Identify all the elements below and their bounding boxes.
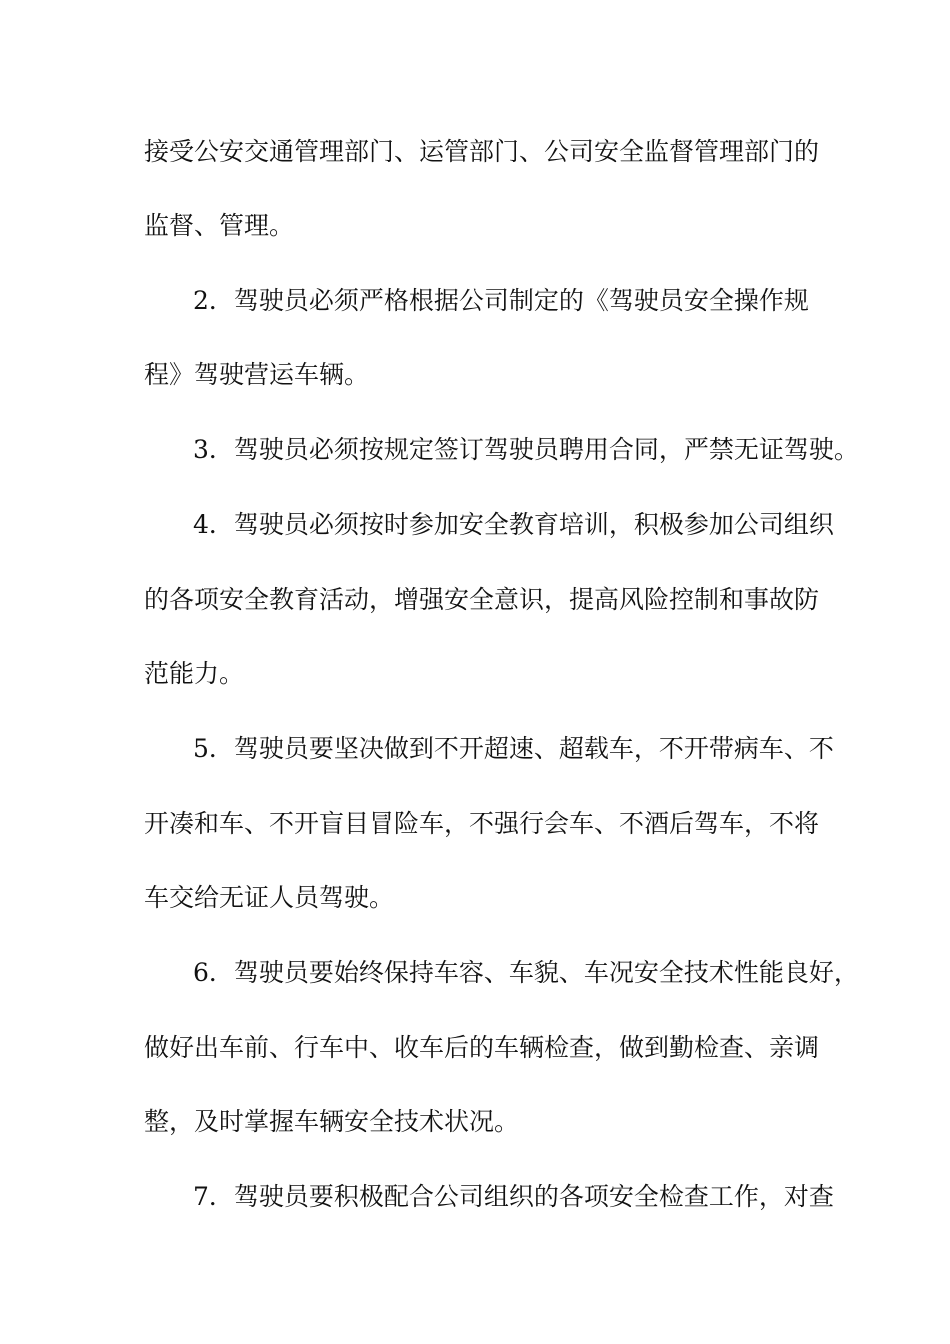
text-line: 车交给无证人员驾驶。 — [144, 883, 395, 912]
paragraph-3-line: 3．驾驶员必须按规定签订驾驶员聘用合同，严禁无证驾驶。 — [193, 435, 859, 464]
text-line: 接受公安交通管理部门、运管部门、公司安全监督管理部门的 — [144, 137, 820, 166]
paragraph-5-line: 5．驾驶员要坚决做到不开超速、超载车，不开带病车、不 — [193, 734, 834, 763]
text-line: 做好出车前、行车中、收车后的车辆检查，做到勤检查、亲调 — [144, 1033, 820, 1062]
text-line: 开凑和车、不开盲目冒险车，不强行会车、不酒后驾车，不将 — [144, 809, 820, 838]
text-line: 监督、管理。 — [144, 211, 295, 240]
text-line: 程》驾驶营运车辆。 — [144, 360, 370, 389]
text-line: 的各项安全教育活动，增强安全意识，提高风险控制和事故防 — [144, 585, 820, 614]
text-line: 范能力。 — [144, 659, 245, 688]
paragraph-6-line: 6．驾驶员要始终保持车容、车貌、车况安全技术性能良好， — [193, 958, 859, 987]
paragraph-7-line: 7．驾驶员要积极配合公司组织的各项安全检查工作，对查 — [193, 1182, 834, 1211]
text-line: 整，及时掌握车辆安全技术状况。 — [144, 1107, 520, 1136]
paragraph-2-line: 2．驾驶员必须严格根据公司制定的《驾驶员安全操作规 — [193, 286, 809, 315]
paragraph-4-line: 4．驾驶员必须按时参加安全教育培训，积极参加公司组织 — [193, 510, 834, 539]
